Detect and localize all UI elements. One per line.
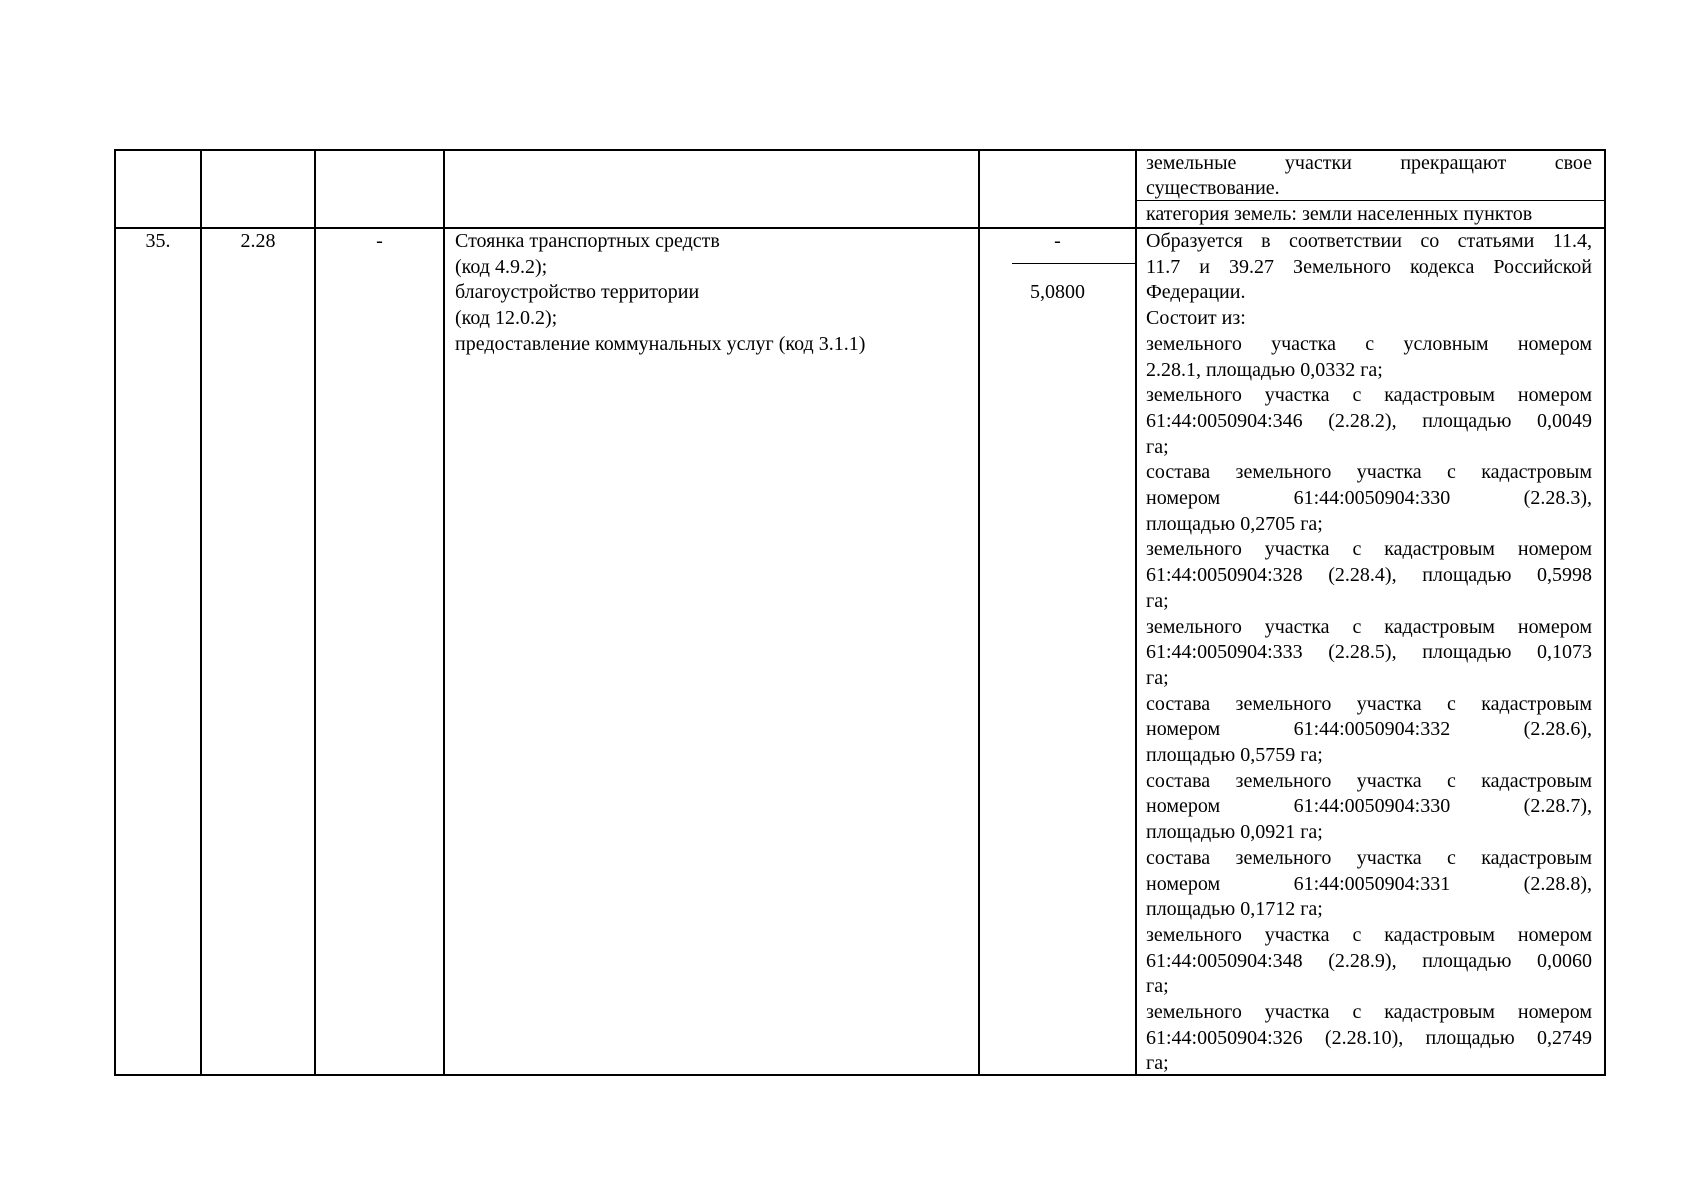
table-bottom-border [114,1074,1606,1076]
note-line: состава земельного участка с кадастровым [1146,692,1592,715]
note-line: га; [1146,666,1169,689]
usage-line-5: предоставление коммунальных услуг (код 3.1.1) [455,333,866,355]
note-line: площадью 0,5759 га; [1146,744,1323,766]
note-line: площадью 0,2705 га; [1146,512,1323,535]
continued-note-line-1: земельные участки прекращают свое [1146,152,1592,174]
usage-line-2: (код 4.9.2); [455,256,548,278]
col3-value: - [376,230,383,252]
note-line: га; [1146,589,1169,612]
note-line: земельного участка с кадастровым номером [1146,384,1592,407]
col-border-2 [314,149,316,1076]
note-line: состава земельного участка с кадастровым [1146,461,1592,484]
note-line: номером 61:44:0050904:332 (2.28.6), [1146,718,1592,741]
usage-line-1: Стоянка транспортных средств [455,230,720,252]
col-border-1 [200,149,202,1076]
note-line: га; [1146,435,1169,458]
note-line: 11.7 и 39.27 Земельного кодекса Российской [1146,255,1592,278]
note-line: площадью 0,0921 га; [1146,821,1323,844]
area-fraction-line [1012,263,1137,264]
continued-note-line-2: существование. [1146,177,1280,199]
note-line: земельного участка с условным номером [1146,332,1592,355]
note-line: 61:44:0050904:328 (2.28.4), площадью 0,5998 [1146,564,1592,587]
area-top: - [1054,230,1061,252]
col-border-6 [1604,149,1606,1076]
note-line: Образуется в соответствии со статьями 11.4, [1146,230,1592,252]
plot-code: 2.28 [240,230,276,252]
row-number: 35. [145,230,171,252]
note-line: Состоит из: [1146,307,1246,330]
note-line: земельного участка с кадастровым номером [1146,1001,1592,1023]
note-line: номером 61:44:0050904:330 (2.28.3), [1146,487,1592,509]
area-value: 5,0800 [1030,281,1085,303]
note-line: земельного участка с кадастровым номером [1146,923,1592,946]
note-line: номером 61:44:0050904:330 (2.28.7), [1146,795,1592,818]
note-line: земельного участка с кадастровым номером [1146,538,1592,561]
note-line: 2.28.1, площадью 0,0332 га; [1146,358,1383,381]
col-border-3 [443,149,445,1076]
note-line: площадью 0,1712 га; [1146,898,1323,921]
note-line: 61:44:0050904:346 (2.28.2), площадью 0,0049 [1146,409,1592,432]
col-border-0 [114,149,116,1076]
note-line: 61:44:0050904:333 (2.28.5), площадью 0,1073 [1146,641,1592,664]
note-line: земельного участка с кадастровым номером [1146,615,1592,638]
col-border-5 [1135,149,1137,1076]
usage-line-4: (код 12.0.2); [455,307,558,329]
usage-line-3: благоустройство территории [455,281,700,303]
note-line: состава земельного участка с кадастровым [1146,769,1592,792]
note-line: Федерации. [1146,281,1246,304]
note-line: га; [1146,975,1169,998]
land-category: категория земель: земли населенных пунктов [1146,203,1533,225]
note-line: га; [1146,1052,1169,1075]
note-line: состава земельного участка с кадастровым [1146,846,1592,869]
note-line: 61:44:0050904:326 (2.28.10), площадью 0,2749 [1146,1026,1592,1049]
note-line: 61:44:0050904:348 (2.28.9), площадью 0,0060 [1146,949,1592,972]
note-line: номером 61:44:0050904:331 (2.28.8), [1146,872,1592,895]
